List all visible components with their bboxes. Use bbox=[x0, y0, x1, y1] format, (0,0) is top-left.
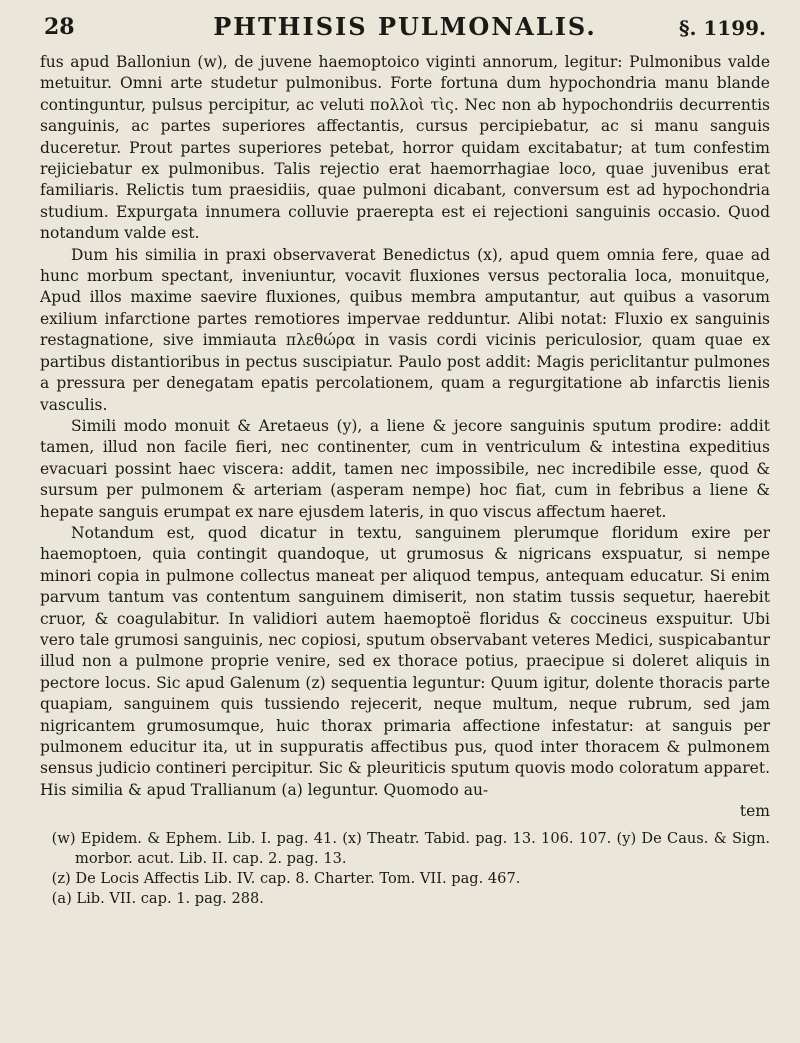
paragraph: fus apud Balloniun (w), de juvene haemoptoico viginti annorum, legitur: Pulmonibus valde metuitur. Omni arte studetur pulmonibus. Forte fortuna dum hypochondria manu blande continguntur, pulsus percipitur, ac veluti πολλοὶ τὶς. Nec non ab hypochondriis decurrentis sanguinis, ac partes superiores affectantis, cursus percipiebatur, ac si manu sanguis duceretur. Prout partes superiores petebat, horror quidam excitabatur; at tum confestim rejiciebatur ex pulmonibus. Talis rejectio erat haemorrhagiae loco, quae juvenibus erat familiaris. Relictis tum praesidiis, quae pulmoni dicabant, conversum est ad hypochondria studium. Expurgata innumera colluvie praerepta est ei rejectioni sanguinis occasio. Quod notandum valde est. bbox=[40, 53, 770, 243]
paragraph: Notandum est, quod dicatur in textu, sanguinem plerumque floridum exire per haemoptoen, quia contingit quandoque, ut grumosus & nigricans exspuatur, si nempe minori copia in pulmone collectus maneat per aliquod tempus, antequam educatur. Si enim parvum tantum vas contentum sanguinem dimiserit, non statim tussis sequetur, haerebit cruor, & coagulabitur. In validiori autem haemoptoë floridus & coccineus exspuitur. Ubi vero tale grumosi sanguinis, nec copiosi, sputum observabant veteres Medici, suspicabantur illud non a pulmone proprie venire, sed ex thorace potius, praecipue si doleret aliquis in pectore locus. Sic apud Galenum (z) sequentia leguntur: Quum igitur, dolente thoracis parte quapiam, sanguinem quis tussiendo rejecerit, neque multum, neque rubrum, sed jam nigricantem grumosumque, huic thorax primaria affectione infestatur: at sanguis per pulmonem educitur ita, ut in suppuratis affectibus pus, quod inter thoracem & pulmonem sensus judicio contineri percipitur. Sic & pleuriticis sputum quovis modo coloratum apparet. His similia & apud Trallianum (a) leguntur. Quomodo au- bbox=[40, 523, 770, 799]
footnote: (w) Epidem. & Ephem. Lib. I. pag. 41. (x) Theatr. Tabid. pag. 13. 106. 107. (y) De Caus. & Sign. morbor. acut. Lib. II. cap. 2. pag. 13. bbox=[51, 829, 770, 867]
section-number: §. 1199. bbox=[678, 16, 766, 40]
paragraph: Simili modo monuit & Aretaeus (y), a liene & jecore sanguinis sputum prodire: addit tamen, illud non facile fieri, nec continenter, cum in ventriculum & intestina expeditius evacuari possint haec viscera: addit, tamen nec impossibile, nec incredibile esse, quod & sursum per pulmonem & arteriam (asperam nempe) hoc fiat, cum in febribus a liene & hepate sanguis erumpat ex nare ejusdem lateris, in quo viscus affectum haeret. bbox=[40, 416, 770, 521]
catchword: tem bbox=[739, 802, 770, 821]
page-number: 28 bbox=[44, 14, 75, 40]
footnotes bbox=[40, 829, 770, 909]
running-title: PHTHISIS PULMONALIS. bbox=[213, 12, 597, 41]
running-header bbox=[40, 10, 770, 44]
paragraph: Dum his similia in praxi observaverat Benedictus (x), apud quem omnia fere, quae ad hunc morbum spectant, inveniuntur, vocavit fluxiones versus pectoralia loca, monuitque, Apud illos maxime saevire fluxiones, quibus membra amputantur, aut quibus a vasorum exilium infarctione partes remotiores impervae redduntur. Alibi notat: Fluxio ex sanguinis restagnatione, sive immiauta πλεθώρα in vasis cordi vicinis periculosior, quam quae ex partibus distantioribus in pectus suscipiatur. Paulo post addit: Magis periclitantur pulmones a pressura per denegatam epatis percolationem, quam a regurgitatione ab infarctis lienis vasculis. bbox=[40, 245, 770, 414]
footnote: (a) Lib. VII. cap. 1. pag. 288. bbox=[51, 889, 264, 907]
footnote: (z) De Locis Affectis Lib. IV. cap. 8. Charter. Tom. VII. pag. 467. bbox=[51, 869, 521, 887]
main-text bbox=[40, 52, 770, 823]
